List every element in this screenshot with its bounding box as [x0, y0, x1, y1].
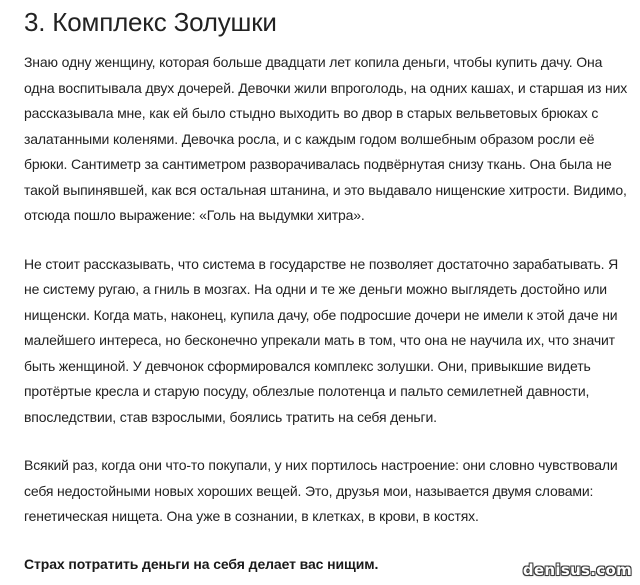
- site-watermark: denisus.com: [522, 561, 632, 579]
- article: [24, 4, 630, 577]
- article-title: 3. Комплекс Золушки: [24, 7, 277, 37]
- paragraph-savings-story: Знаю одну женщину, которая больше двадцати лет копила деньги, чтобы купить дачу. Она одна воспитывала двух дочерей. Девочки жили впроголодь, на одних кашах, и старшая из них рассказывала мне, как ей было стыдно выходить во двор в старых вельветовых брюках с залатанными коленями. Девочка росла, и с каждым годом волшебным образом росли её брюки. Сантиметр за сантиметром разворачивалась подвёрнутая снизу ткань. Она была не такой выпинявшей, как вся остальная штанина, и это выдавало нищенские хитрости. Видимо, отсюда пошло выражение: «Голь на выдумки хитра».: [24, 54, 628, 223]
- paragraph-genetic-poverty: Всякий раз, когда они что-то покупали, у них портилось настроение: они словно чувствовали себя недостойными новых хороших вещей. Это, друзья мои, называется двумя словами: генетическая нищета. Она уже в сознании, в клетках, в крови, в костях.: [24, 457, 618, 524]
- paragraph-cinderella-complex: Не стоит рассказывать, что система в государстве не позволяет достаточно зарабатывать. Я не систему ругаю, а гниль в мозгах. На одни и те же деньги можно выглядеть достойно или нищенски. Когда мать, наконец, купила дачу, обе подросшие дочери не имели к этой даче ни малейшего интереса, но бесконечно упрекали мать в том, что она не научила их, что значит быть женщиной. У девчонок сформировался комплекс золушки. Они, привыкшие видеть протёртые кресла и старую посуду, облезлые полотенца и пальто семилетней давности, впоследствии, став взрослыми, боялись тратить на себя деньги.: [24, 255, 619, 425]
- closing-statement: Страх потратить деньги на себя делает вас нищим.: [24, 555, 379, 572]
